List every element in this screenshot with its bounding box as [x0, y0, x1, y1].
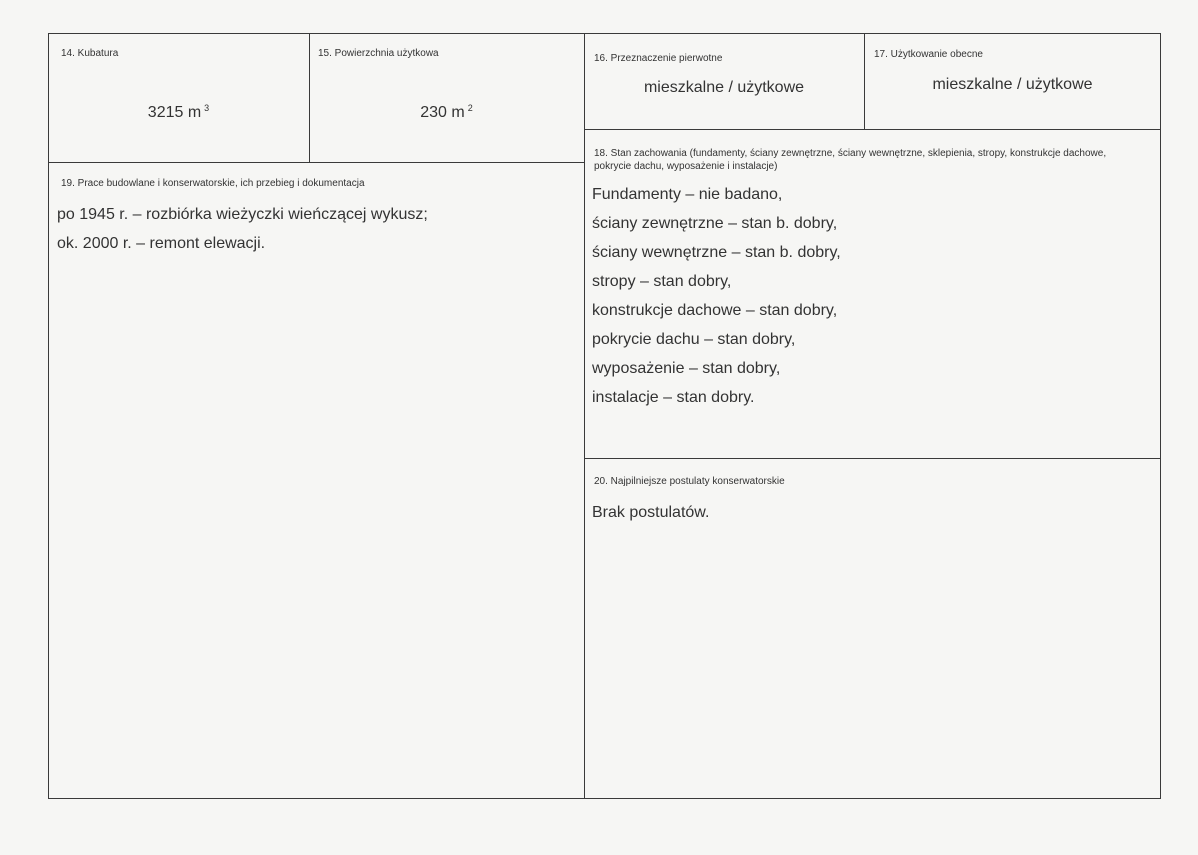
field-15-label: 15. Powierzchnia użytkowa: [318, 48, 439, 59]
field-18-line: stropy – stan dobry,: [592, 273, 732, 290]
field-18-value: [592, 180, 841, 412]
field-17-uzytkowanie: [864, 33, 1161, 129]
field-16-przeznaczenie: [584, 33, 864, 129]
field-19-value: [57, 200, 428, 258]
field-15-powierzchnia: [309, 33, 584, 162]
field-18-line: wyposażenie – stan dobry,: [592, 360, 781, 377]
field-16-label: 16. Przeznaczenie pierwotne: [594, 53, 723, 64]
field-18-line: ściany zewnętrzne – stan b. dobry,: [592, 215, 838, 232]
field-19-prace: [48, 162, 584, 799]
field-19-line: ok. 2000 r. – remont elewacji.: [57, 235, 266, 252]
field-18-line: instalacje – stan dobry.: [592, 389, 755, 406]
field-15-unit-exponent: 2: [467, 103, 473, 113]
field-14-value: 3215 m $^3$: [147, 103, 210, 121]
field-17-label: 17. Użytkowanie obecne: [874, 49, 983, 60]
field-20-value: [592, 498, 709, 527]
field-19-label: 19. Prace budowlane i konserwatorskie, ich przebieg i dokumentacja: [61, 178, 365, 189]
field-18-label: 18. Stan zachowania (fundamenty, ściany zewnętrzne, ściany wewnętrzne, sklepienia, stropy, konstrukcje dachowe, pokrycie dachu, wyposażenie i instalacje): [594, 148, 1107, 172]
field-19-line: po 1945 r. – rozbiórka wieżyczki wieńczącej wykusz;: [57, 206, 428, 223]
field-16-value: mieszkalne / użytkowe: [643, 79, 805, 96]
field-18-line: konstrukcje dachowe – stan dobry,: [592, 302, 838, 319]
field-14-unit-exponent: 3: [204, 103, 210, 113]
field-20-label: 20. Najpilniejsze postulaty konserwatorskie: [594, 476, 785, 487]
field-14-label: 14. Kubatura: [61, 48, 119, 59]
field-20-postulaty: [584, 458, 1161, 799]
field-18-stan-zachowania: [584, 129, 1161, 458]
field-15-value: 230 m $^2$: [420, 103, 473, 121]
field-18-line: Fundamenty – nie badano,: [592, 186, 783, 203]
field-18-line: ściany wewnętrzne – stan b. dobry,: [592, 244, 841, 261]
field-18-line: pokrycie dachu – stan dobry,: [592, 331, 796, 348]
field-14-kubatura: [48, 33, 309, 162]
field-17-value: mieszkalne / użytkowe: [932, 76, 1093, 93]
field-20-line: Brak postulatów.: [592, 504, 710, 521]
